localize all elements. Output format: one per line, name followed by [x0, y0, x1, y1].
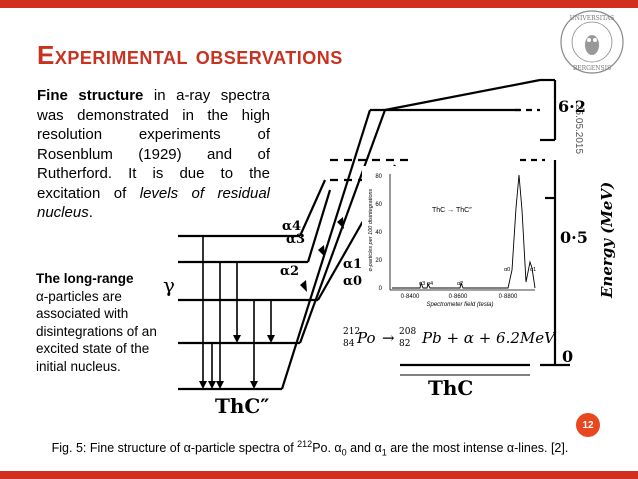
slide-date: 25.05.2015	[573, 104, 584, 155]
caption-sub: 0	[341, 447, 347, 458]
caption-text: and α	[346, 441, 382, 456]
page-number-badge: 12	[576, 413, 600, 437]
slide-title: Experimental observations	[37, 40, 343, 70]
gamma-label: γ	[163, 273, 175, 297]
eq-element-left: Po	[357, 329, 376, 347]
inset-peak-label: α1	[530, 267, 537, 273]
inset-peak-label: α3 α4	[419, 281, 434, 287]
inset-peak-label: α2	[457, 281, 464, 287]
figure-caption	[40, 436, 580, 462]
side-note-heading: The long-range	[36, 271, 134, 286]
inset-xtick: 0·8600	[448, 294, 468, 300]
inset-ytick: 20	[375, 258, 382, 264]
alpha2-label: α2	[280, 264, 300, 279]
caption-text: are the most intense α-lines. [2].	[386, 441, 569, 456]
intro-bold: Fine structure	[37, 87, 144, 104]
energy-axis-label: Energy (MeV)	[598, 181, 616, 298]
inset-xlabel: Spectrometer field (tesla)	[426, 302, 494, 308]
side-note	[36, 270, 172, 375]
inset-xtick: 0·8400	[400, 294, 420, 300]
eq-products: Pb + α + 6.2MeV	[422, 329, 555, 347]
bottom-accent-bar	[0, 471, 638, 479]
inset-xtick: 0·8800	[498, 294, 518, 300]
alpha3-label: α3	[286, 232, 306, 247]
caption-text: Po. α	[312, 441, 342, 456]
inset-ytick: 80	[375, 174, 382, 180]
inset-spectrum	[362, 166, 538, 308]
caption-text: Fig. 5: Fine structure of α-particle spectra of	[51, 441, 298, 456]
thc2-label: ThC″	[215, 394, 270, 418]
caption-sup: 212	[297, 439, 313, 449]
thc-label: ThC	[428, 376, 474, 400]
inset-ytick: 0	[378, 286, 382, 292]
alpha0-label: α0	[343, 274, 363, 289]
eq-arrow: →	[382, 329, 395, 347]
eq-charge-left: 84	[343, 339, 355, 349]
energy-tick-zero: 0	[562, 347, 574, 366]
intro-italic: levels of residual nucleus	[37, 184, 270, 221]
intro-paragraph	[37, 86, 270, 223]
svg-text:BERGENSIS: BERGENSIS	[572, 65, 612, 72]
svg-text:UNIVERSITAS: UNIVERSITAS	[569, 15, 615, 22]
intro-end: .	[88, 204, 93, 221]
eq-mass-left: 212	[343, 327, 361, 337]
energy-tick-top: 6·2	[558, 97, 586, 116]
energy-tick-mid: 0·5	[560, 228, 588, 247]
decay-equation	[343, 327, 557, 349]
caption-sub: 1	[381, 447, 387, 458]
gamma-transitions	[203, 236, 271, 386]
alpha1-label: α1	[343, 257, 363, 272]
alpha4-label: α4	[282, 219, 302, 234]
inset-ytick: 60	[375, 202, 382, 208]
eq-charge-right: 82	[399, 339, 411, 349]
eq-mass-right: 208	[399, 327, 417, 337]
inset-ytick: 40	[375, 230, 382, 236]
inset-ylabel: α-particles per 100 disintegrations	[368, 188, 374, 272]
side-note-body: α-particles are associated with disintegrations of an excited state of the initial nucleus.	[36, 288, 157, 374]
inset-note: ThC → ThC″	[432, 207, 472, 214]
intro-text: in a-ray spectra was demonstrated in the high resolution experiments of Rosenblum (1929) and of Rutherford. It is due to the excitation of	[37, 87, 270, 202]
inset-peak-label: α0	[504, 267, 511, 273]
